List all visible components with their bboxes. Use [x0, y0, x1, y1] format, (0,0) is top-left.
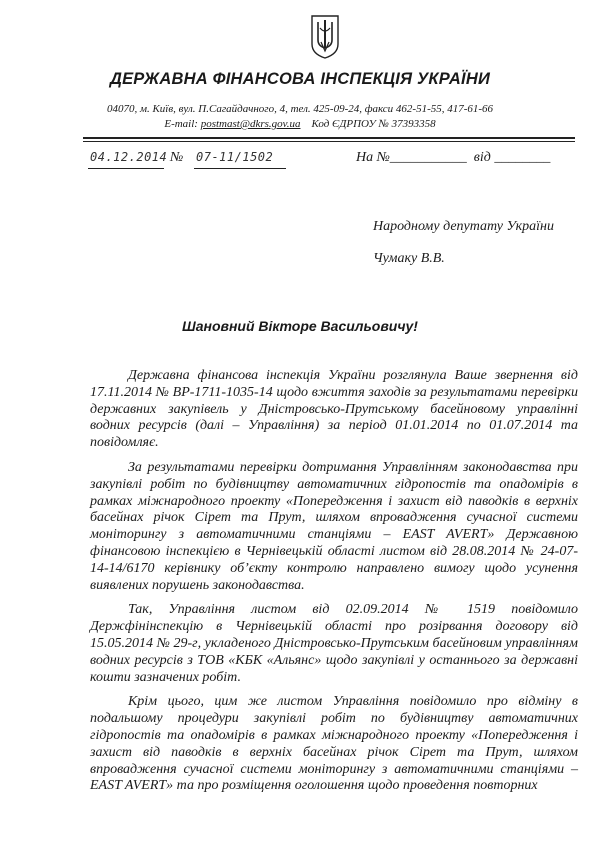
header-divider-thin [83, 141, 575, 142]
letter-body [90, 368, 578, 803]
recipient-title: Народному депутату України [373, 219, 554, 234]
incoming-reference: На №___________ від ________ [356, 150, 551, 165]
edrpou-code: Код ЄДРПОУ № 37393358 [311, 118, 436, 130]
outgoing-number: 07-11/1502 [196, 150, 274, 164]
email-label: E-mail: [164, 118, 198, 130]
body-paragraph: Так, Управління листом від 02.09.2014 № 1519 повідомило Держфінінспекцію в Чернівецькій області про розірвання договору від 15.05.2014 № 29-г, укладеного Дністровсько-Прутським басейновим управлінням водних ресурсів з ТОВ «КБК «Альянс» щодо закупівлі у останнього за державні кошти зазначених робіт. [90, 602, 578, 685]
body-paragraph: Крім цього, цим же листом Управління повідомило про відміну в подальшому процедури закупівлі робіт по будівництву автоматичних гідропостів та опадомірів в рамках міжнародного проекту «Попередження і захист від паводків в верхніх басейнах річок Сірет та Прут, шляхом впровадження сучасної системи моніторингу з автоматичними станціями – EAST AVERT» та про розміщення оголошення щодо проведення повторних [90, 694, 578, 794]
organization-contacts [0, 118, 600, 130]
email-link[interactable]: postmast@dkrs.gov.ua [200, 118, 301, 130]
tryzub-coat-of-arms-icon [310, 14, 340, 60]
number-underline [194, 168, 286, 169]
organization-name: ДЕРЖАВНА ФІНАНСОВА ІНСПЕКЦІЯ УКРАЇНИ [109, 70, 491, 88]
salutation: Шановний Вікторе Васильовичу! [182, 318, 418, 334]
body-paragraph: За результатами перевірки дотримання Управлінням законодавства при закупівлі робіт по будівництву автоматичних гідропостів та опадомірів в рамках міжнародного проекту «Попередження і захист від паводків в верхніх басейнах річок Сірет та Прут, шляхом впровадження сучасної системи моніторингу з автоматичними станціями – EAST AVERT» Державною фінансовою інспекцією в Чернівецькій області листом від 28.08.2014 № 24-07-14-14/6170 керівнику об’єкту контролю направлено вимогу щодо усунення виявлених порушень законодавства. [90, 459, 578, 593]
date-underline [88, 168, 164, 169]
header-divider-thick [83, 137, 575, 139]
outgoing-number-label: № [170, 150, 184, 165]
body-paragraph: Державна фінансова інспекція України розглянула Ваше звернення від 17.11.2014 № ВР-1711-1035-14 щодо вжиття заходів за результатами перевірки державних закупівель у Дністровсько-Прутському басейновому управлінні водних ресурсів (далі – Управління) за період 01.01.2014 по 01.07.2014 та повідомляє. [90, 368, 578, 451]
organization-address: 04070, м. Київ, вул. П.Сагайдачного, 4, тел. 425-09-24, факси 462-51-55, 417-61-66 [106, 103, 494, 115]
outgoing-date: 04.12.2014 [90, 150, 168, 164]
recipient-name: Чумаку В.В. [373, 251, 445, 266]
